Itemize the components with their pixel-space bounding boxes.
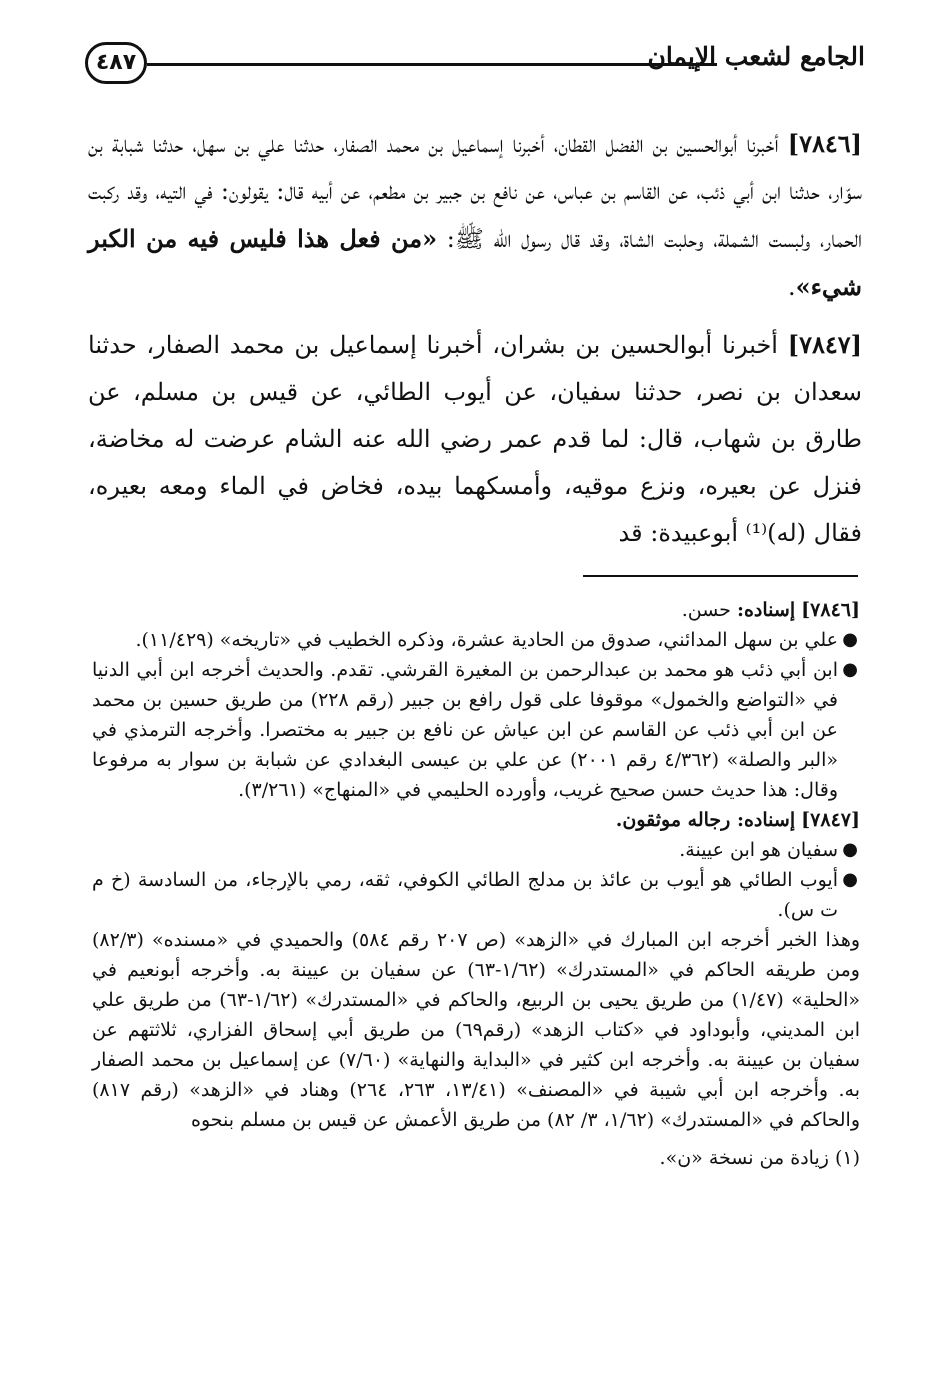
hadith-number: [٧٨٤٦] xyxy=(787,129,862,158)
note-bullet: ● سفيان هو ابن عيينة. xyxy=(92,835,860,865)
note-label: إسناده: xyxy=(736,809,796,831)
page-number: ٤٨٧ xyxy=(85,42,147,84)
note-bullet: ● أيوب الطائي هو أيوب بن عائذ بن مدلج الطائي الكوفي، ثقه، رمي بالإرجاء، من السادسة (خ م ت س). xyxy=(92,865,860,925)
main-text xyxy=(88,120,862,567)
note-number: [٧٨٤٧] xyxy=(801,809,860,831)
note-bullet: ● علي بن سهل المدائني، صدوق من الحادية عشرة، وذكره الخطيب في «تاريخه» (١١/٤٢٩). xyxy=(92,625,860,655)
bullet-icon: ● xyxy=(842,839,858,860)
note-paragraph: وهذا الخبر أخرجه ابن المبارك في «الزهد» (ص ٢٠٧ رقم ٥٨٤) والحميدي في «مسنده» (٨٢/٣) ومن طريقه الحاكم في «المستدرك» (١/٦٢-٦٣) عن سفيان بن عيينة به. وأخرجه أبونعيم في «الحلية» (١/٤٧) من طريق يحيى بن الربيع، والحاكم في «المستدرك» (١/٦٢-٦٣) من طريق علي ابن المديني، وأبوداود في «كتاب الزهد» (رقم٦٩) من طريق أبي إسحاق الفزاري، ثلاثتهم عن سفيان بن عيينة به. وأخرجه ابن كثير في «البداية والنهاية» (٧/٦٠) عن إسماعيل بن محمد الصفار به. وأخرجه ابن أبي شيبة في «المصنف» (١٣/٤١، ٢٦٣، ٢٦٤) وهناد في «الزهد» (رقم ٨١٧) والحاكم في «المستدرك» (١/٦٢، ٣/ ٨٢) من طريق الأعمش عن قيس بن مسلم بنحوه xyxy=(92,929,861,1131)
footnote-1: (١) زيادة من نسخة «ن». xyxy=(659,1147,860,1169)
bullet-icon: ● xyxy=(842,629,858,650)
note-label: إسناده: xyxy=(736,599,796,621)
note-bullet: ● ابن أبي ذئب هو محمد بن عبدالرحمن بن المغيرة القرشي. تقدم. والحديث أخرجه ابن أبي الدنيا في «التواضع والخمول» موقوفا على قول رافع بن جبير (رقم ٢٢٨) من طريق حسين بن محمد عن ابن أبي ذئب عن القاسم عن ابن عياش عن نافع بن جبير به مختصرا. وأخرجه الترمذي في «البر والصلة» (٤/٣٦٢ رقم ٢٠٠١) عن علي بن عيسى البغدادي عن شبابة بن سوار به مرفوعا وقال: هذا حديث حسن صحيح غريب، وأورده الحليمي في «المنهاج» (٣/٢٦١). xyxy=(92,655,860,805)
bullet-icon: ● xyxy=(842,659,858,680)
note-number: [٧٨٤٦] xyxy=(801,599,860,621)
footnotes xyxy=(92,595,860,1173)
hadith-text: أخبرنا أبوالحسين بن الفضل القطان، أخبرنا إسماعيل بن محمد الصفار، حدثنا علي بن سهل، حدثنا شبابة بن سوّار، حدثنا ابن أبي ذئب، عن القاسم بن عباس، عن نافع بن جبير بن مطعم، عن أبيه قال: يقولون: في التيه، وقد ركبت الحمار، ولبست الشملة، وحلبت الشاة، وقد قال رسول الله ﷺ: xyxy=(88,130,863,253)
hadith-number: [٧٨٤٧] xyxy=(787,330,862,359)
note-grade: حسن. xyxy=(681,599,737,621)
note-grade: رجاله موثقون. xyxy=(615,809,737,831)
footnote-separator xyxy=(583,575,858,577)
running-title: الجامع لشعب الإيمان xyxy=(647,42,865,71)
hadith-quote: «من فعل هذا فليس فيه من الكبر شيء» xyxy=(88,224,862,301)
note-heading-7846 xyxy=(92,595,860,625)
hadith-7847 xyxy=(88,321,862,557)
hadith-7846 xyxy=(88,120,862,311)
header-rule xyxy=(147,63,717,66)
hadith-text: أخبرنا أبوالحسين بن بشران، أخبرنا إسماعيل بن محمد الصفار، حدثنا سعدان بن نصر، حدثنا سفيان، عن أيوب الطائي، عن قيس بن مسلم، عن طارق بن شهاب، قال: لما قدم عمر رضي الله عنه الشام عرضت له مخاضة، فنزل عن بعيره، ونزع موقيه، وأمسكهما بيده، فخاض في الماء ومعه بعيره، فقال (له)⁽¹⁾ أبوعبيدة: قد xyxy=(88,331,862,547)
hadith-end: . xyxy=(787,273,796,301)
bullet-icon: ● xyxy=(842,869,858,890)
page-header xyxy=(85,38,865,98)
note-heading-7847 xyxy=(92,805,860,835)
